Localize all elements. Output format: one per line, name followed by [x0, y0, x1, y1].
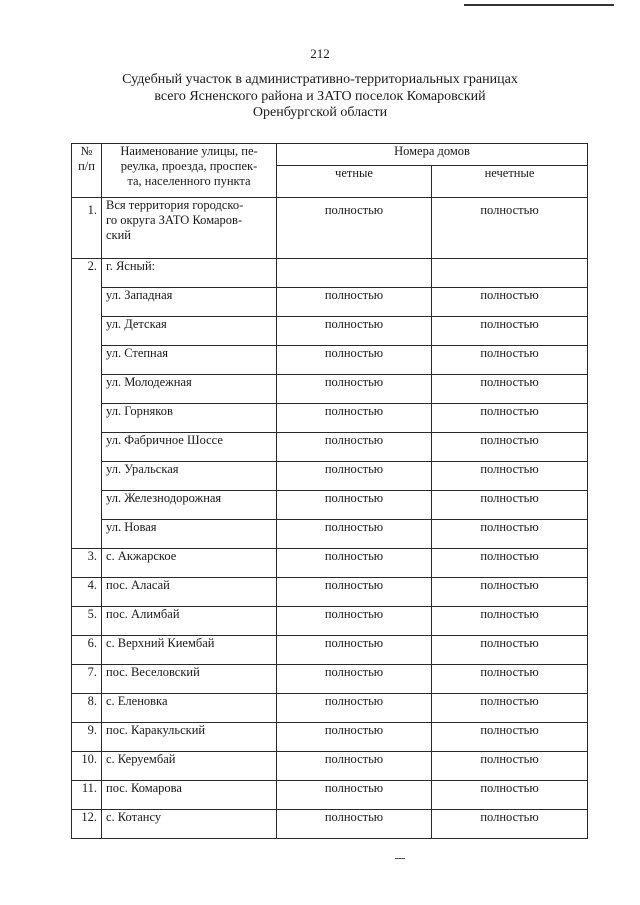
table-row	[72, 549, 588, 578]
row-number: 5.	[72, 607, 102, 636]
row-even: полностью	[277, 462, 432, 491]
table-row	[72, 578, 588, 607]
row-odd: полностью	[432, 607, 588, 636]
row-odd: полностью	[432, 578, 588, 607]
row-even: полностью	[277, 317, 432, 346]
row-even: полностью	[277, 723, 432, 752]
row-even: полностью	[277, 404, 432, 433]
table-row	[72, 607, 588, 636]
header-name-line-3: та, населенного пункта	[127, 174, 251, 188]
row-odd: полностью	[432, 636, 588, 665]
row-number	[72, 462, 102, 491]
row-name: пос. Алимбай	[102, 607, 277, 636]
row-odd: полностью	[432, 520, 588, 549]
row-name: ул. Молодежная	[102, 375, 277, 404]
table-row	[72, 694, 588, 723]
row-name-line-3: ский	[106, 228, 131, 242]
row-odd: полностью	[432, 346, 588, 375]
row-name: ул. Детская	[102, 317, 277, 346]
row-number: 12.	[72, 810, 102, 839]
row-number: 9.	[72, 723, 102, 752]
row-number	[72, 520, 102, 549]
row-odd: полностью	[432, 198, 588, 259]
row-number	[72, 404, 102, 433]
table-row	[72, 404, 588, 433]
row-name	[102, 198, 277, 259]
header-number-line-1: №	[80, 144, 93, 158]
row-name: ул. Новая	[102, 520, 277, 549]
row-even: полностью	[277, 491, 432, 520]
header-house-numbers: Номера домов	[277, 144, 588, 166]
table-row	[72, 288, 588, 317]
row-number: 3.	[72, 549, 102, 578]
row-even	[277, 259, 432, 288]
row-even: полностью	[277, 810, 432, 839]
row-even: полностью	[277, 665, 432, 694]
row-name: ул. Фабричное Шоссе	[102, 433, 277, 462]
row-odd	[432, 259, 588, 288]
row-odd: полностью	[432, 491, 588, 520]
row-even: полностью	[277, 549, 432, 578]
table-row	[72, 198, 588, 259]
row-number	[72, 346, 102, 375]
row-odd: полностью	[432, 462, 588, 491]
row-odd: полностью	[432, 317, 588, 346]
title-line-3: Оренбургской области	[252, 105, 388, 120]
address-table	[71, 143, 588, 839]
row-number: 4.	[72, 578, 102, 607]
row-even: полностью	[277, 607, 432, 636]
header-number-line-2: п/п	[78, 159, 95, 173]
row-number	[72, 288, 102, 317]
table-row	[72, 433, 588, 462]
row-name: пос. Комарова	[102, 781, 277, 810]
row-number	[72, 433, 102, 462]
row-name: пос. Веселовский	[102, 665, 277, 694]
table-row	[72, 462, 588, 491]
row-odd: полностью	[432, 810, 588, 839]
row-even: полностью	[277, 752, 432, 781]
row-odd: полностью	[432, 549, 588, 578]
row-name-line-2: го округа ЗАТО Комаров-	[106, 213, 243, 227]
row-number: 1.	[72, 198, 102, 259]
table-row	[72, 375, 588, 404]
row-number: 7.	[72, 665, 102, 694]
row-name: ул. Западная	[102, 288, 277, 317]
header-even: четные	[277, 166, 432, 198]
table-row	[72, 781, 588, 810]
header-name-line-1: Наименование улицы, пе-	[120, 144, 258, 158]
row-name: с. Котансу	[102, 810, 277, 839]
scan-edge-line	[464, 4, 614, 6]
row-number	[72, 491, 102, 520]
row-odd: полностью	[432, 781, 588, 810]
row-name-line-1: Вся территория городско-	[106, 198, 244, 212]
row-odd: полностью	[432, 723, 588, 752]
table-row	[72, 636, 588, 665]
row-even: полностью	[277, 781, 432, 810]
table-body	[72, 198, 588, 288]
row-even: полностью	[277, 433, 432, 462]
row-number: 10.	[72, 752, 102, 781]
row-name: ул. Горняков	[102, 404, 277, 433]
row-number: 2.	[72, 259, 102, 288]
row-even: полностью	[277, 198, 432, 259]
header-odd: нечетные	[432, 166, 588, 198]
row-even: полностью	[277, 520, 432, 549]
table-row	[72, 810, 588, 839]
row-odd: полностью	[432, 288, 588, 317]
row-name: пос. Каракульский	[102, 723, 277, 752]
title-line-1: Судебный участок в административно-территориальных границах	[122, 72, 518, 87]
row-name: с. Еленовка	[102, 694, 277, 723]
row-even: полностью	[277, 578, 432, 607]
table-row	[72, 723, 588, 752]
header-street-name	[102, 144, 277, 198]
row-name: пос. Аласай	[102, 578, 277, 607]
row-number: 8.	[72, 694, 102, 723]
row-name: с. Керуембай	[102, 752, 277, 781]
row-even: полностью	[277, 694, 432, 723]
row-name: ул. Уральская	[102, 462, 277, 491]
document-title	[60, 72, 580, 122]
row-name: г. Ясный:	[102, 259, 277, 288]
streets-body	[72, 288, 588, 549]
page-number: 212	[310, 46, 330, 61]
row-odd: полностью	[432, 433, 588, 462]
row-odd: полностью	[432, 375, 588, 404]
table-row	[72, 491, 588, 520]
table-row	[72, 259, 588, 288]
table-row	[72, 317, 588, 346]
row-number: 6.	[72, 636, 102, 665]
table-row	[72, 346, 588, 375]
table-row	[72, 665, 588, 694]
settlements-body	[72, 549, 588, 839]
table-row	[72, 520, 588, 549]
header-number	[72, 144, 102, 198]
row-odd: полностью	[432, 752, 588, 781]
row-odd: полностью	[432, 404, 588, 433]
row-number	[72, 317, 102, 346]
title-line-2: всего Ясненского района и ЗАТО поселок Комаровский	[154, 88, 486, 104]
table-row	[72, 752, 588, 781]
row-even: полностью	[277, 346, 432, 375]
row-name: ул. Степная	[102, 346, 277, 375]
row-even: полностью	[277, 288, 432, 317]
row-name: с. Верхний Киембай	[102, 636, 277, 665]
footer-mark	[395, 858, 405, 859]
row-even: полностью	[277, 375, 432, 404]
row-odd: полностью	[432, 694, 588, 723]
row-number: 11.	[72, 781, 102, 810]
header-name-line-2: реулка, проезда, проспек-	[120, 159, 258, 173]
row-even: полностью	[277, 636, 432, 665]
row-number	[72, 375, 102, 404]
row-name: с. Акжарское	[102, 549, 277, 578]
row-odd: полностью	[432, 665, 588, 694]
row-name: ул. Железнодорожная	[102, 491, 277, 520]
